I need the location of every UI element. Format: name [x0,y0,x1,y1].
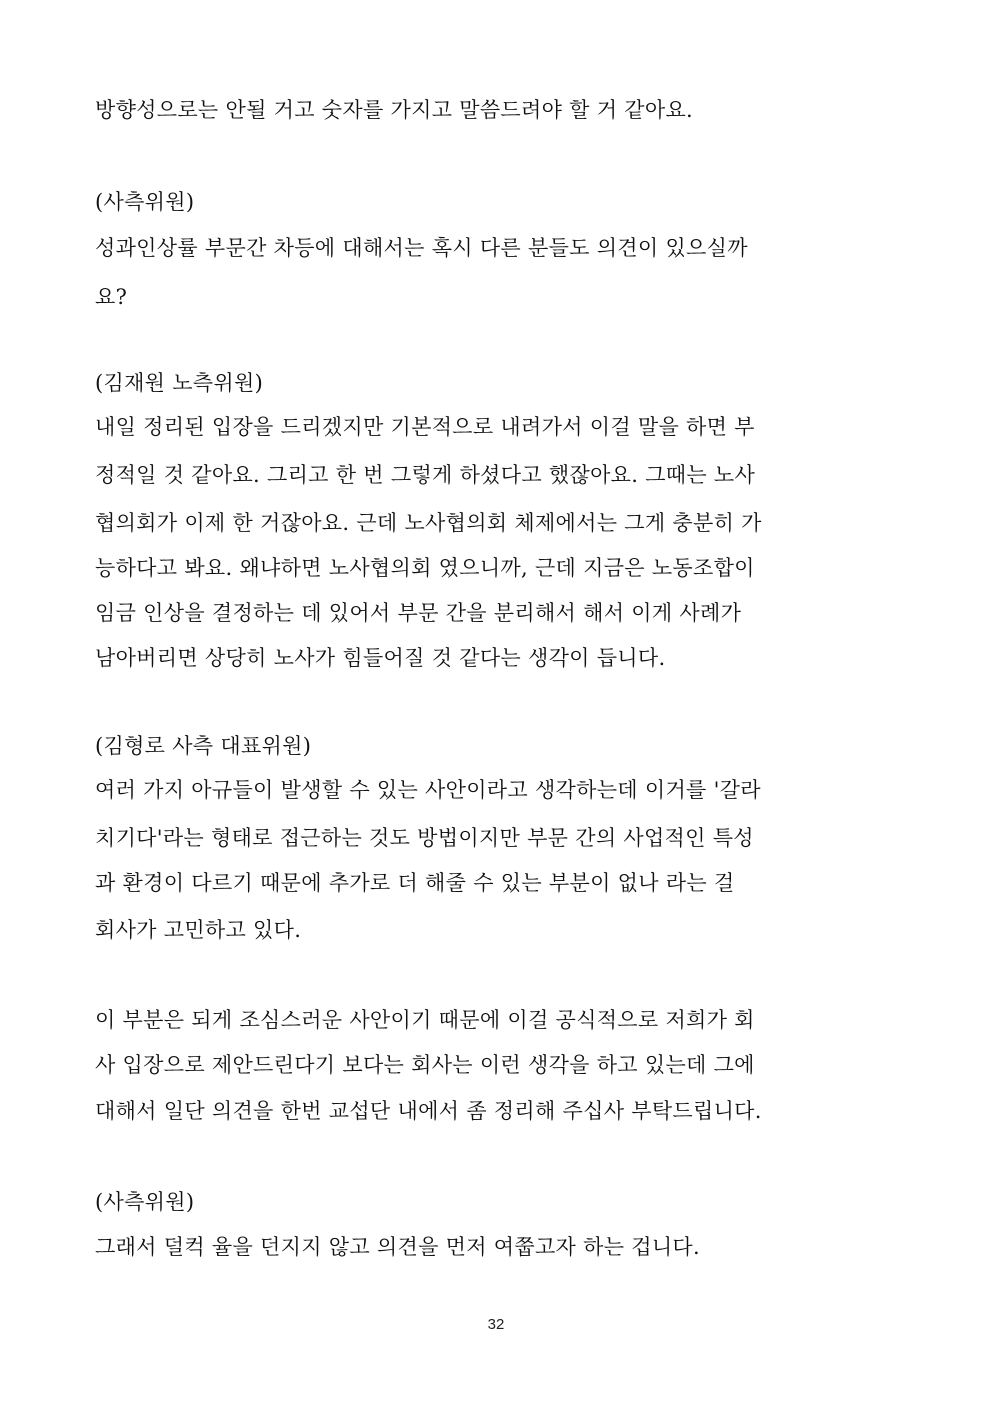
body-line: 임금 인상을 결정하는 데 있어서 부문 간을 분리해서 해서 이게 사례가 [95,601,742,625]
speaker-label: (김형로 사측 대표위원) [95,734,312,758]
speaker-label: (김재원 노측위원) [95,371,264,395]
body-line: 이 부분은 되게 조심스러운 사안이기 때문에 이걸 공식적으로 저희가 회 [95,1008,755,1032]
body-line: 사 입장으로 제안드린다기 보다는 회사는 이런 생각을 하고 있는데 그에 [95,1053,755,1077]
body-line: 내일 정리된 입장을 드리겠지만 기본적으로 내려가서 이걸 말을 하면 부 [95,415,755,439]
body-line: 여러 가지 아규들이 발생할 수 있는 사안이라고 생각하는데 이거를 '갈라 [95,778,761,802]
body-line: 정적일 것 같아요. 그리고 한 번 그렇게 하셨다고 했잖아요. 그때는 노사 [95,463,756,487]
speaker-label: (사측위원) [95,190,195,214]
body-line: 협의회가 이제 한 거잖아요. 근데 노사협의회 체제에서는 그게 충분히 가 [95,511,762,535]
body-line: 과 환경이 다르기 때문에 추가로 더 해줄 수 있는 부분이 없나 라는 걸 [95,871,735,895]
body-line: 치기다'라는 형태로 접근하는 것도 방법이지만 부문 간의 사업적인 특성 [95,826,754,850]
speaker-label: (사측위원) [95,1190,195,1214]
body-line: 그래서 덜컥 율을 던지지 않고 의견을 먼저 여쭙고자 하는 겁니다. [95,1235,700,1259]
body-line: 능하다고 봐요. 왜냐하면 노사협의회 였으니까, 근데 지금은 노동조합이 [95,556,755,580]
body-line: 회사가 고민하고 있다. [95,918,302,942]
body-line: 요? [95,285,128,309]
body-line: 남아버리면 상당히 노사가 힘들어질 것 같다는 생각이 듭니다. [95,646,666,670]
body-line: 방향성으로는 안될 거고 숫자를 가지고 말씀드려야 할 거 같아요. [95,98,694,122]
body-line: 성과인상률 부문간 차등에 대해서는 혹시 다른 분들도 의견이 있으실까 [95,236,748,260]
body-line: 대해서 일단 의견을 한번 교섭단 내에서 좀 정리해 주십사 부탁드립니다. [95,1099,762,1123]
page-number: 32 [487,1316,505,1333]
